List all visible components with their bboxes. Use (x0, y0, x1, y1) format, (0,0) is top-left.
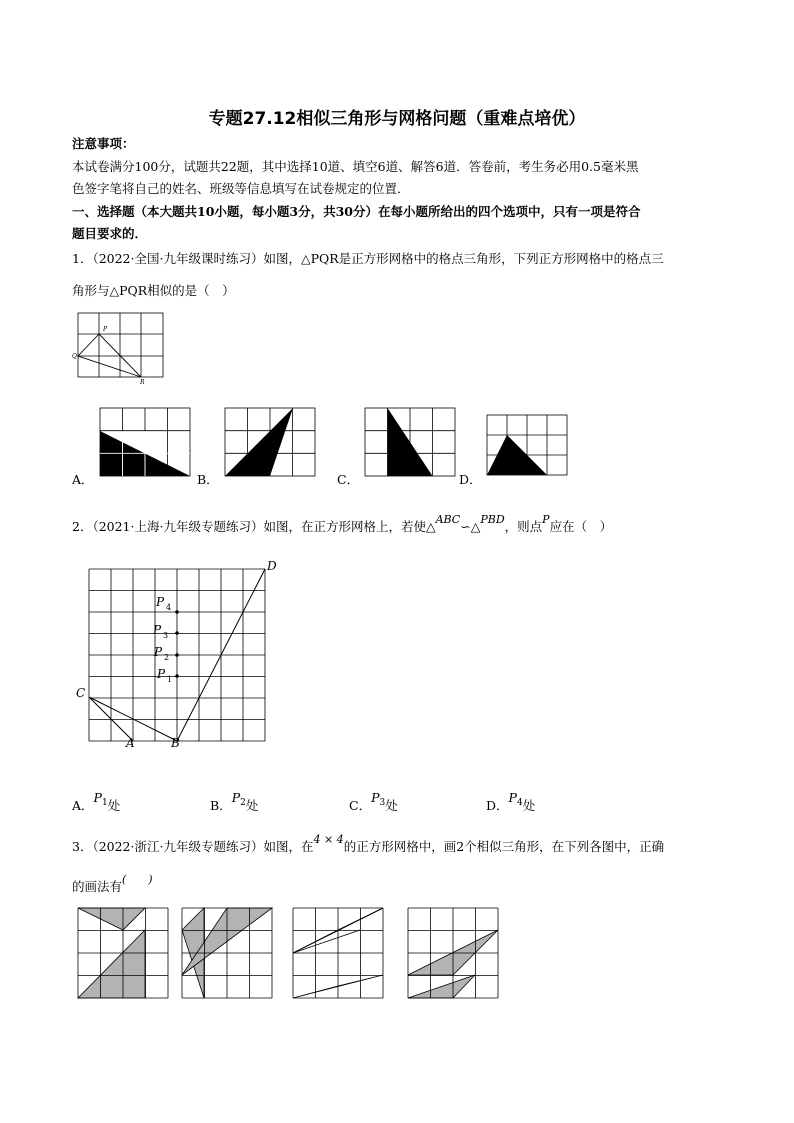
label-p1-sub: 1 (167, 675, 173, 684)
q2-option-c-letter: C． (349, 798, 372, 813)
label-r: R (140, 379, 145, 386)
q2-similar-symbol: ∽△ (460, 519, 481, 534)
q3-grid-size: 4 × 4 (313, 833, 344, 846)
q2-option-a-sub: 1 (101, 798, 108, 808)
q2-option-d-suffix: 处 (522, 798, 536, 813)
q3-stem-line-1 (72, 833, 665, 859)
q2-option-a-p: P (93, 790, 102, 805)
q1-option-a-figure (100, 408, 192, 478)
q3-figure-2 (182, 908, 274, 1000)
q2-option-b-p: P (231, 790, 241, 805)
q2-option-a-letter: A． (72, 798, 94, 813)
q3-stem-line-2 (72, 873, 153, 899)
q1-option-d-label[interactable]: D． (459, 472, 482, 487)
q2-option-c-suffix: 处 (385, 798, 398, 813)
point-p2 (175, 653, 179, 657)
label-p4-sub: 4 (166, 603, 172, 612)
q2-option-a-suffix: 处 (107, 798, 121, 813)
label-p4: P (156, 595, 165, 609)
label-q: Q (72, 353, 77, 360)
q2-option-d-p: P (508, 790, 517, 805)
q1-option-c-figure (365, 408, 457, 478)
label-p: P (103, 326, 108, 333)
q2-option-c-sub: 3 (379, 798, 386, 808)
q3-paren: ( ) (122, 873, 153, 886)
q2-option-b-suffix: 处 (245, 798, 259, 813)
notice-line-1: 本试卷满分100分，试题共22题，其中选择10道、填空6道、解答6道．答卷前，考生务必用0.5毫米黑 (72, 159, 639, 174)
q2-stem-start: 2．（2021·上海·九年级专题练习）如图，在正方形网格上，若使△ (72, 519, 436, 534)
section-heading-line-2: 题目要求的． (72, 226, 148, 241)
label-b: B (171, 736, 180, 750)
q3-figure-1 (78, 908, 170, 1000)
notice-line-2: 色签字笔将自己的姓名、班级等信息填写在试卷规定的位置． (72, 181, 410, 196)
point-p4 (175, 610, 179, 614)
q3-figure-4 (408, 908, 500, 1000)
q2-option-d-sub: 4 (516, 798, 523, 808)
notice-heading: 注意事项： (72, 136, 135, 151)
q2-figure (70, 555, 285, 750)
q1-reference-grid (78, 313, 163, 377)
label-d: D (267, 559, 277, 573)
q1-stem-line-1: 1．（2022·全国·九年级课时练习）如图，△PQR是正方形网格中的格点三角形，下列正方形网格中的格点三 (72, 251, 664, 266)
q2-option-d[interactable] (486, 790, 536, 816)
q1-option-b-figure (225, 408, 317, 478)
q2-option-b-sub: 2 (240, 798, 246, 808)
q2-option-c[interactable] (349, 790, 398, 816)
q1-reference-figure (72, 313, 168, 386)
q2-option-c-p: P (371, 790, 380, 805)
triangle-pqr (78, 334, 141, 377)
q2-option-b-letter: B． (210, 798, 232, 813)
q2-option-a[interactable] (72, 790, 121, 816)
q1-option-d-figure (487, 415, 569, 477)
point-p3 (175, 631, 179, 635)
label-p2: P (154, 645, 163, 659)
q2-grid (89, 569, 265, 741)
q2-stem-end: 应在（ ） (549, 519, 613, 534)
q2-stem-mid: ，则点 (504, 519, 543, 534)
page-title: 专题27.12相似三角形与网格问题（重难点培优） (208, 109, 586, 129)
point-p1 (175, 674, 179, 678)
label-p3: P (153, 623, 162, 637)
q2-stem (72, 513, 613, 539)
label-p2-sub: 2 (164, 653, 170, 662)
q3-figure-3 (293, 908, 385, 1000)
section-heading-line-1: 一、选择题（本大题共10小题，每小题3分，共30分）在每小题所给出的四个选项中，只有一项是符合 (72, 204, 641, 219)
q1-option-a-label[interactable]: A． (72, 472, 94, 487)
label-p1: P (157, 667, 166, 681)
q1-stem-line-2: 角形与△PQR相似的是（ ） (72, 283, 235, 298)
q2-pbd: PBD (480, 513, 505, 526)
q2-point-p: P (542, 513, 550, 526)
q3-stem-line-2-text: 的画法有 (72, 879, 123, 894)
q2-option-d-letter: D． (486, 798, 509, 813)
q2-option-b[interactable] (210, 790, 259, 816)
q1-option-c-label[interactable]: C． (337, 472, 360, 487)
q1-option-b-label[interactable]: B． (197, 472, 219, 487)
q3-stem-end: 的正方形网格中，画2个相似三角形，在下列各图中，正确 (343, 839, 665, 854)
q2-abc: ABC (435, 513, 461, 526)
label-a: A (126, 736, 135, 750)
label-p3-sub: 3 (163, 631, 169, 640)
q3-stem-start: 3．（2022·浙江·九年级专题练习）如图，在 (72, 839, 314, 854)
label-c: C (76, 686, 86, 700)
